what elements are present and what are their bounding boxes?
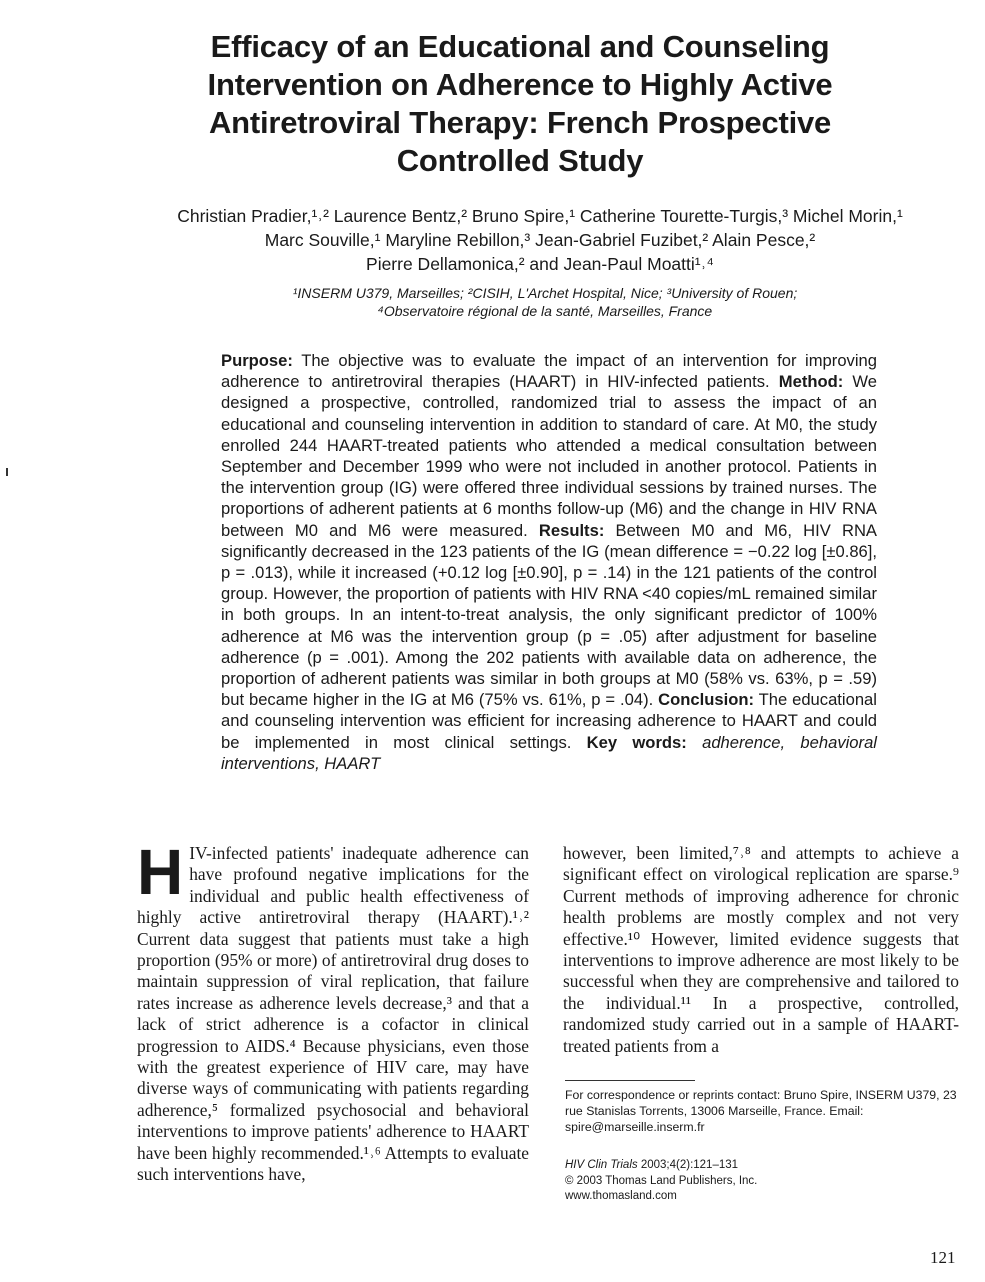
drop-cap: H [137,836,184,908]
method-text: We designed a prospective, controlled, randomized trial to assess the impact of an educational and counseling intervention in addition to standard of care. At M0, the study enrolled 244 HAART-treated patients who attended a medical consultation between September and December 1999 who were not included in another protocol. Patients in the intervention group (IG) were offered three individual sessions by trained nurses. The proportions of adherent patients at 6 months follow-up (M6) and the change in HIV RNA between M0 and M6 were measured. [221,372,878,540]
results-label: Results: [538,520,605,540]
author-line: Pierre Dellamonica,² and Jean-Paul Moatti¹˒⁴ [366,254,714,274]
results-text: Between M0 and M6, HIV RNA significantly decreased in the 123 patients of the IG (mean difference = −0.22 log [±0.86], p = .013), while it increased (+0.12 log [±0.90], p = .14) in the 121 patients of the control group. However, the proportion of patients with HIV RNA <40 copies/mL remained similar in both groups. In an intent-to-treat analysis, the only significant predictor of 100% adherence at M6 was the intervention group (p = .05) after adjustment for baseline adherence (p = .001). Among the 202 patients with available data on adherence, the proportion of adherent patients was similar in both groups at M0 (58% vs. 63%, p = .59) but became higher in the IG at M6 (75% vs. 61%, p = .04). [221,520,877,710]
author-line: Marc Souville,¹ Maryline Rebillon,³ Jean-Gabriel Fuzibet,² Alain Pesce,² [264,230,816,250]
article-title: Efficacy of an Educational and Counseling Intervention on Adherence to Highly Active Antiretroviral Therapy: French Prospective Controlled Study [207,29,833,178]
body-text-left: IV-infected patients' inadequate adherence can have profound negative implications for the individual and public health effectiveness of highly active antiretroviral therapy (HAART).¹˒² Current data suggest that patients must take a high proportion (95% or more) of antiretroviral drug doses to maintain suppression of viral replication, that failure rates increase as adherence levels decrease,³ and that a lack of strict adherence is a cofactor in clinical progression to AIDS.⁴ Because physicians, even those with the greatest experience of HIV care, may have diverse ways of communicating with patients regarding adherence,⁵ formalized psychosocial and behavioral interventions to improve patients' adherence to HAART have been highly recommended.¹˒⁶ Attempts to evaluate such interventions have, [137,843,529,1185]
journal-volume: 2003;4(2):121–131 [637,1159,739,1171]
keywords-label: Key words: [586,732,687,752]
abstract [221,350,877,774]
keywords-text: adherence, behavioral interventions, HAART [221,732,877,773]
body-column-left [137,836,529,1186]
author-line: Christian Pradier,¹˒² Laurence Bentz,² Bruno Spire,¹ Catherine Tourette-Turgis,³ Michel Morin,¹ [177,206,903,226]
affiliations [180,284,910,320]
purpose-text: The objective was to evaluate the impact of an intervention for improving adherence to antiretroviral therapies (HAART) in HIV-infected patients. [221,351,877,392]
journal-name: HIV Clin Trials [565,1159,638,1171]
page-number: 121 [930,1248,956,1267]
publisher-url[interactable]: www.thomasland.com [565,1190,677,1202]
correspondence-footnote: For correspondence or reprints contact: Bruno Spire, INSERM U379, 23 rue Stanislas Torrents, 13006 Marseille, France. Email: spire@marseille.inserm.fr [565,1088,957,1134]
affiliation-line: ¹INSERM U379, Marseilles; ²CISIH, L'Archet Hospital, Nice; ³University of Rouen; [292,285,798,301]
conclusion-text: The educational and counseling intervention was efficient for increasing adherence to HAART and could be implemented in most clinical settings. [221,690,877,752]
copyright-line: © 2003 Thomas Land Publishers, Inc. [565,1174,758,1187]
citation-line [565,1158,960,1174]
conclusion-label: Conclusion: [658,690,754,710]
author-list [120,204,960,276]
margin-mark [6,468,8,476]
footnote-divider [565,1080,695,1081]
purpose-label: Purpose: [221,351,293,370]
method-label: Method: [778,372,844,392]
affiliation-line: ⁴Observatoire régional de la santé, Marseilles, France [377,303,713,319]
body-text-right: however, been limited,⁷˒⁸ and attempts to achieve a significant effect on virological replication are sparse.⁹ Current methods of improving adherence for chronic health problems are mostly complex and not very effective.¹⁰ However, limited evidence suggests that interventions to improve adherence are most likely to be successful when they are comprehensive and tailored to the individual.¹¹ In a prospective, controlled, randomized study carried out in a sample of HAART-treated patients from a [563,843,959,1056]
body-column-right [563,843,959,1057]
journal-citation [565,1158,960,1205]
